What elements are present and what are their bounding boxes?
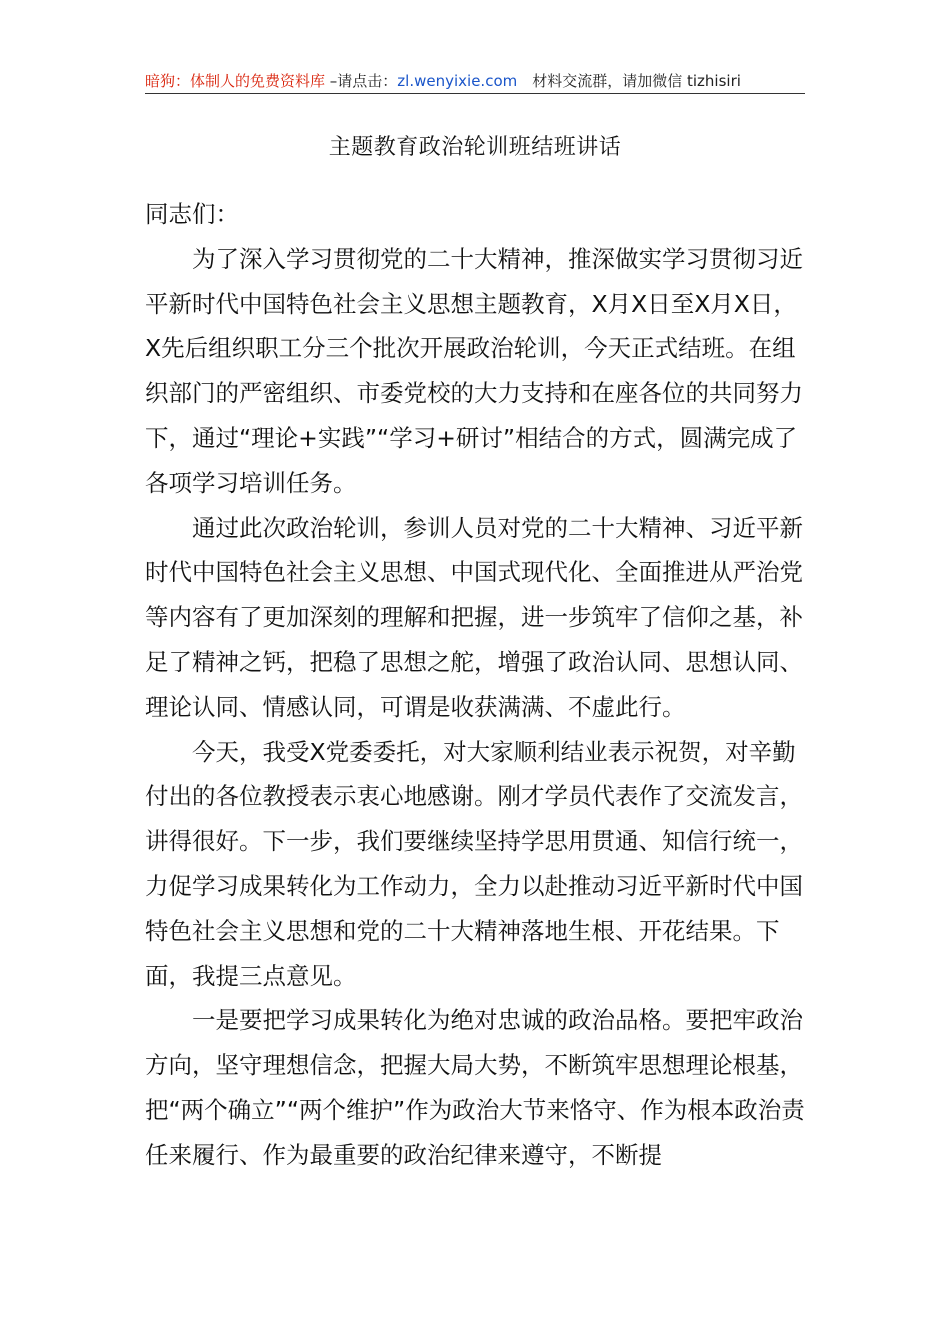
document-title: 主题教育政治轮训班结班讲话 — [328, 135, 622, 160]
salutation: 同志们： — [145, 200, 239, 228]
document-body — [145, 192, 807, 1178]
page-header — [145, 68, 805, 94]
paragraph-4: 一是要把学习成果转化为绝对忠诚的政治品格。要把牢政治方向，坚守理想信念，把握大局大势，不断筑牢思想理论根基，把“两个确立”“两个维护”作为政治大节来恪守、作为根本政治责任来履行、作为最重要的政治纪律来遵守，不断提 — [145, 1006, 805, 1169]
paragraph-2: 通过此次政治轮训，参训人员对党的二十大精神、习近平新时代中国特色社会主义思想、中国式现代化、全面推进从严治党等内容有了更加深刻的理解和把握，进一步筑牢了信仰之基，补足了精神之钙，把稳了思想之舵，增强了政治认同、思想认同、理论认同、情感认同，可谓是收获满满、不虚此行。 — [145, 513, 803, 721]
promo-text: 暗狗：体制人的免费资料库 — [145, 72, 326, 90]
wechat-note: 材料交流群，请加微信 tizhisiri — [517, 72, 741, 90]
site-link[interactable]: zl.wenyixie.com — [397, 72, 518, 90]
paragraph-3: 今天，我受X党委委托，对大家顺利结业表示祝贺，对辛勤付出的各位教授表示衷心地感谢。刚才学员代表作了交流发言，讲得很好。下一步，我们要继续坚持学思用贯通、知信行统一，力促学习成果转化为工作动力，全力以赴推动习近平新时代中国特色社会主义思想和党的二十大精神落地生根、开花结果。下面，我提三点意见。 — [145, 737, 803, 990]
paragraph-1: 为了深入学习贯彻党的二十大精神，推深做实学习贯彻习近平新时代中国特色社会主义思想主题教育，X月X日至X月X日，X先后组织职工分三个批次开展政治轮训，今天正式结班。在组织部门的严密组织、市委党校的大力支持和在座各位的共同努力下，通过“理论+实践”“学习+研讨”相结合的方式，圆满完成了各项学习培训任务。 — [145, 244, 803, 497]
click-prefix: –请点击： — [325, 72, 398, 90]
header-divider — [145, 93, 805, 94]
